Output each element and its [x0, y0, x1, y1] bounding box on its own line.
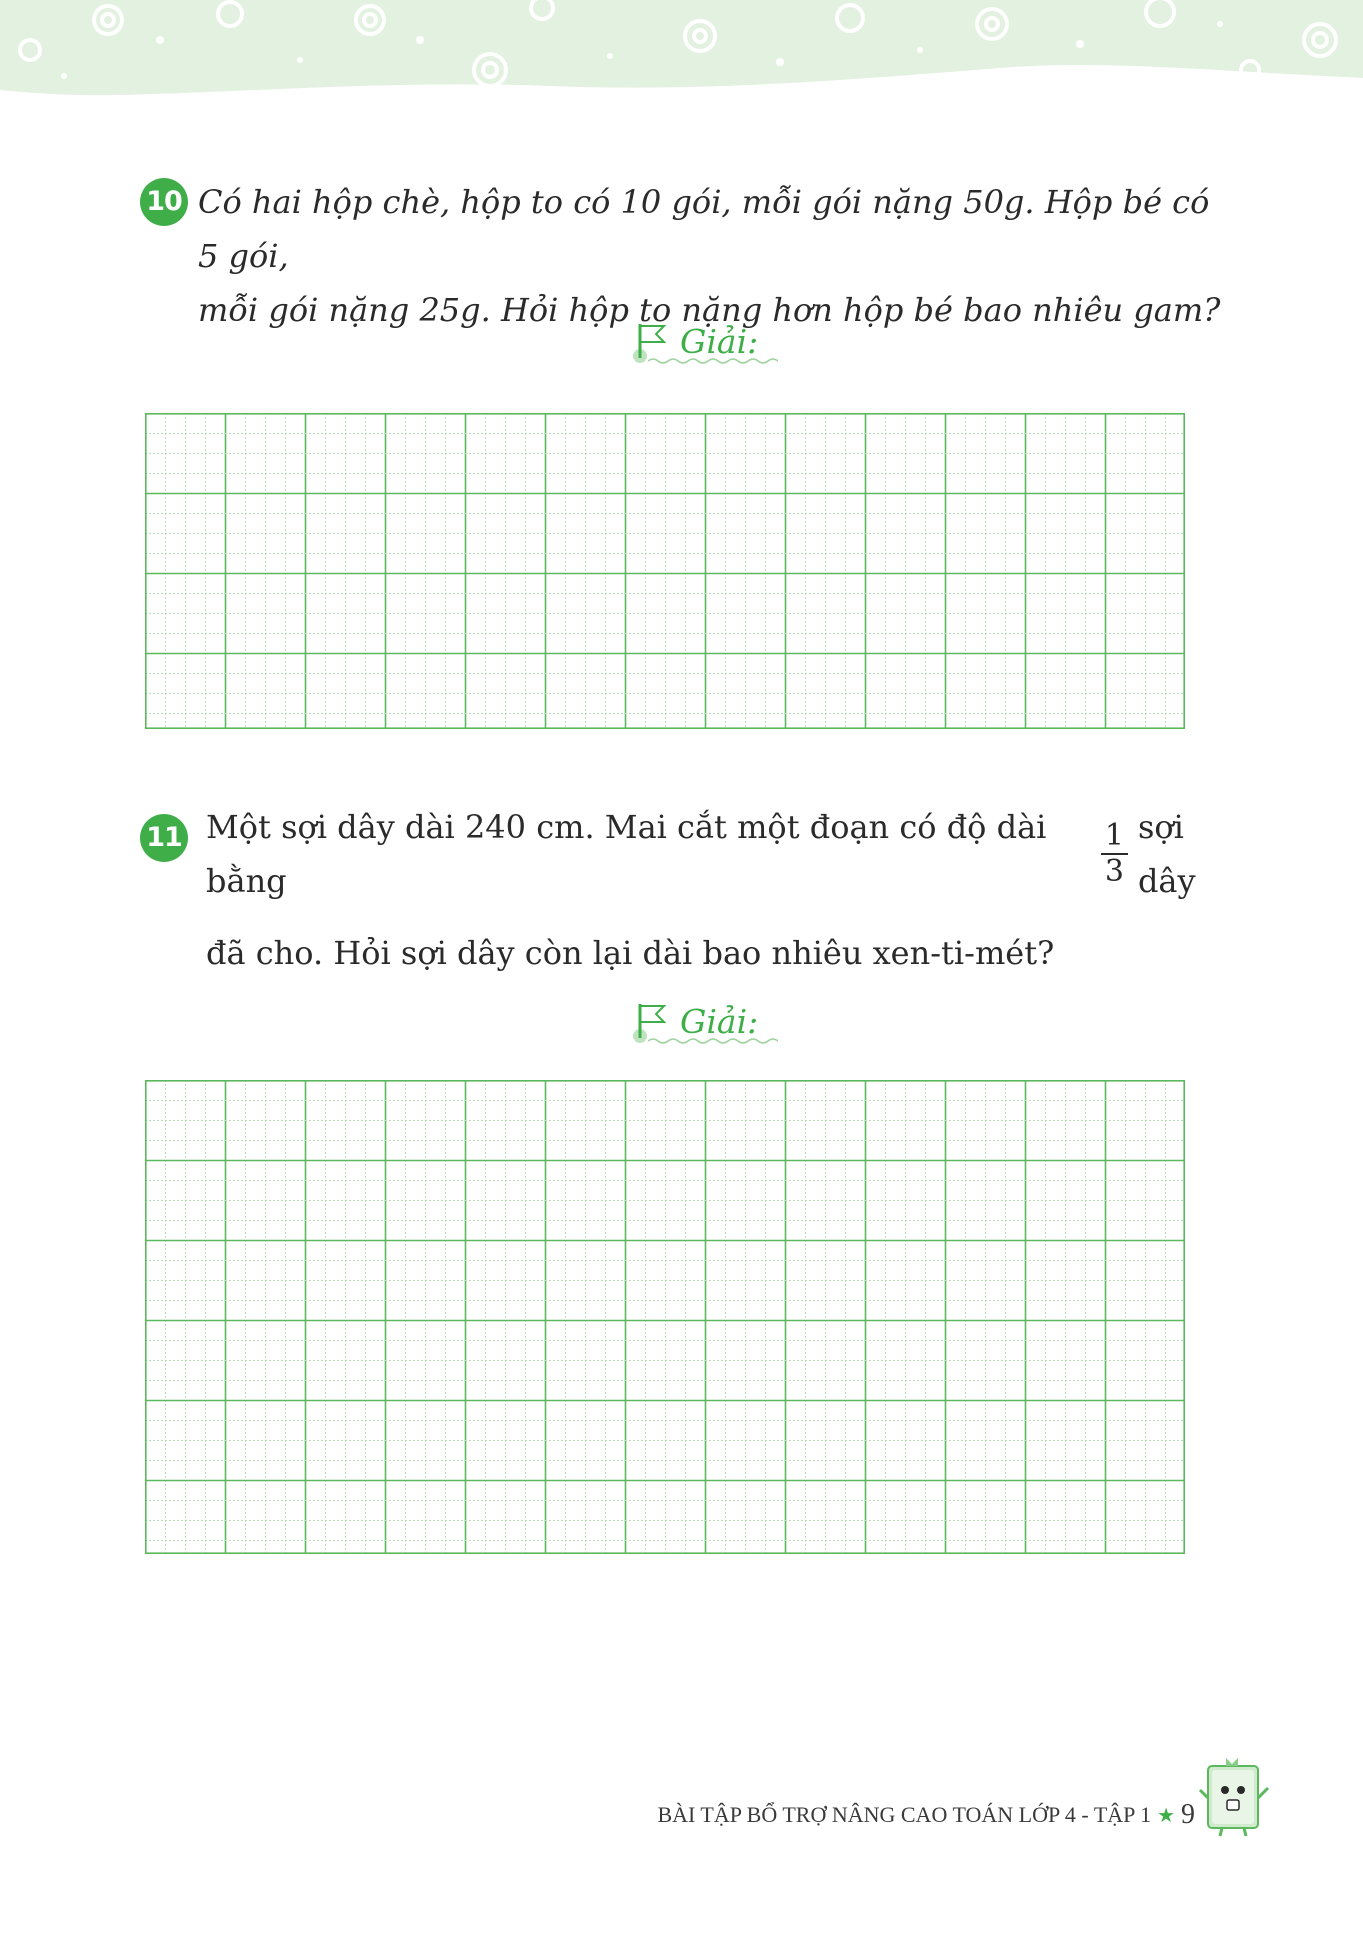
problem-10-line2: mỗi gói nặng 25g. Hỏi hộp to nặng hơn hộp bé bao nhiêu gam?	[198, 291, 1221, 329]
wavy-underline	[648, 1037, 778, 1045]
solution-label: Giải:	[680, 1001, 759, 1041]
fraction	[1101, 819, 1128, 889]
problem-10-line1: Có hai hộp chè, hộp to có 10 gói, mỗi gói nặng 50g. Hộp bé có 5 gói,	[198, 183, 1210, 275]
star-icon: ★	[1157, 1804, 1175, 1827]
solution-label: Giải:	[680, 321, 759, 361]
fraction-denominator: 3	[1104, 854, 1124, 889]
problem-11-line2: đã cho. Hỏi sợi dây còn lại dài bao nhiêu xen-ti-mét?	[206, 934, 1055, 972]
problem-number-badge: 11	[140, 814, 188, 862]
problem-11-line1-after: sợi dây	[1137, 808, 1196, 900]
problem-11-line1	[206, 800, 1246, 908]
page-footer	[657, 1799, 1195, 1831]
problem-11-text	[206, 800, 1246, 980]
book-title: BÀI TẬP BỔ TRỢ NÂNG CAO TOÁN LỚP 4 - TẬP 1	[657, 1802, 1152, 1827]
answer-grid[interactable]	[145, 1080, 1185, 1554]
page-number: 9	[1181, 1799, 1195, 1830]
fraction-numerator: 1	[1101, 819, 1128, 855]
book-mascot-icon	[1198, 1752, 1272, 1838]
problem-11-line1-before: Một sợi dây dài 240 cm. Mai cắt một đoạn có độ dài bằng	[206, 808, 1047, 900]
header-decoration	[0, 0, 1363, 110]
answer-grid[interactable]	[145, 413, 1185, 729]
problem-number-badge: 10	[140, 178, 188, 226]
problem-10-text	[198, 175, 1238, 337]
wavy-underline	[648, 357, 778, 365]
